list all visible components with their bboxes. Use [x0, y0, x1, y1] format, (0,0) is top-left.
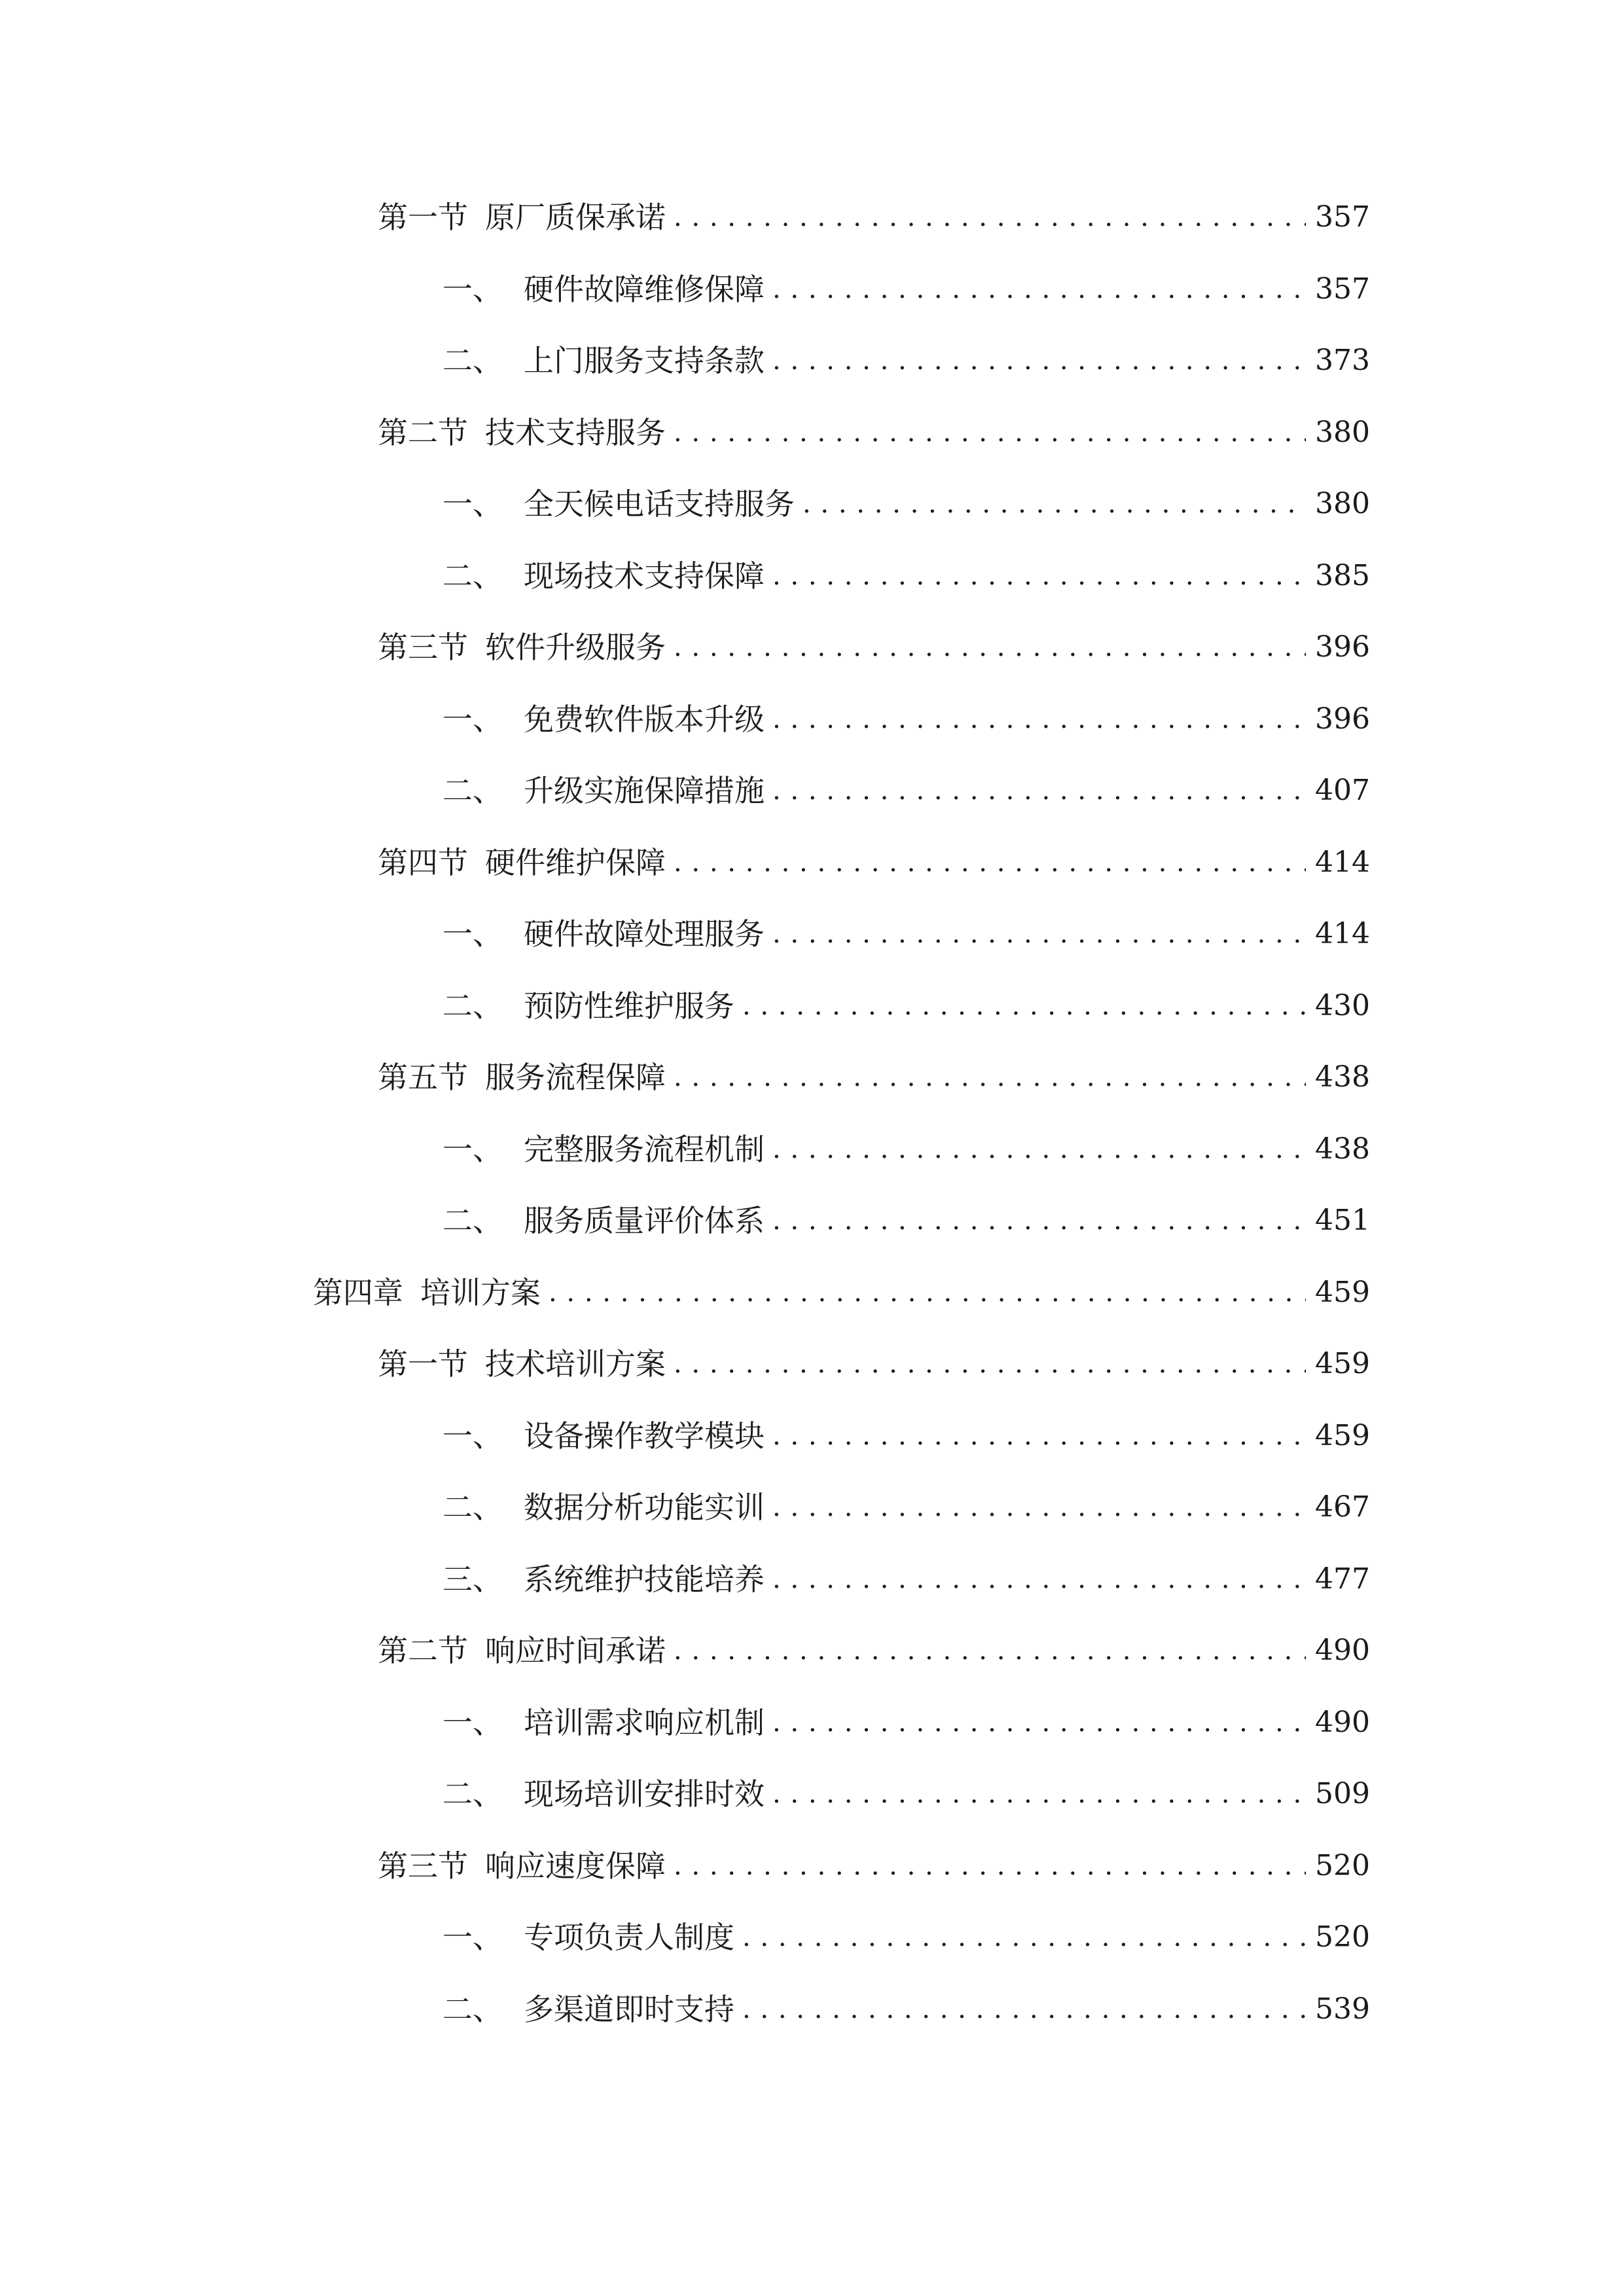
toc-entry-page: 407: [1315, 774, 1370, 807]
toc-entry-page: 459: [1315, 1419, 1370, 1452]
toc-entry-title: 预防性维护服务: [524, 988, 734, 1024]
dot-leader: [674, 1338, 1306, 1390]
toc-entry-page: 490: [1315, 1706, 1370, 1739]
dot-leader: [772, 1768, 1306, 1820]
toc-entry[interactable]: [378, 1338, 1370, 1390]
toc-entry[interactable]: [442, 1983, 1370, 2036]
toc-entry-prefix: 二、: [442, 773, 503, 808]
toc-entry[interactable]: [442, 1123, 1370, 1175]
toc-entry-label: [442, 263, 765, 315]
toc-entry-label: [442, 1410, 765, 1462]
toc-entry-label: [442, 550, 765, 602]
toc-entry-title: 硬件故障处理服务: [524, 916, 765, 952]
dot-leader: [742, 1911, 1306, 1964]
toc-entry-label: [442, 1553, 765, 1605]
toc-entry-title: 现场技术支持保障: [524, 558, 765, 594]
toc-entry[interactable]: [442, 1911, 1370, 1964]
dot-leader: [772, 1410, 1306, 1462]
dot-leader: [674, 1840, 1306, 1892]
toc-entry-label: [378, 1840, 666, 1892]
toc-entry-page: 373: [1315, 344, 1370, 377]
toc-entry-title: 多渠道即时支持: [524, 1992, 734, 2027]
dot-leader: [772, 1123, 1306, 1175]
toc-entry-prefix: 二、: [442, 1203, 503, 1238]
toc-entry-label: [378, 621, 666, 673]
toc-entry[interactable]: [442, 693, 1370, 745]
dot-leader: [742, 1983, 1306, 2036]
toc-entry-label: [442, 980, 734, 1032]
toc-entry-page: 385: [1315, 559, 1370, 592]
toc-entry-page: 380: [1315, 416, 1370, 449]
dot-leader: [674, 836, 1306, 889]
toc-entry[interactable]: [442, 334, 1370, 387]
toc-entry-label: [378, 1624, 666, 1677]
dot-leader: [772, 1553, 1306, 1605]
toc-entry-title: 完整服务流程机制: [524, 1132, 765, 1167]
toc-entry[interactable]: [442, 1553, 1370, 1605]
toc-entry-page: 459: [1315, 1347, 1370, 1380]
toc-entry-label: [378, 406, 666, 459]
toc-entry-page: 396: [1315, 630, 1370, 664]
toc-entry-page: 520: [1315, 1849, 1370, 1882]
toc-entry-prefix: 第四章: [313, 1275, 403, 1310]
toc-entry-page: 357: [1315, 200, 1370, 234]
dot-leader: [772, 263, 1306, 315]
toc-entry-label: [378, 191, 666, 243]
toc-entry-label: [378, 1051, 666, 1103]
toc-entry-page: 490: [1315, 1634, 1370, 1667]
toc-entry-prefix: 第四节: [378, 845, 468, 880]
toc-entry-label: [378, 1338, 666, 1390]
dot-leader: [772, 1696, 1306, 1749]
dot-leader: [772, 1481, 1306, 1534]
dot-leader: [772, 693, 1306, 745]
toc-entry-title: 技术培训方案: [485, 1346, 666, 1382]
toc-entry-page: 520: [1315, 1920, 1370, 1954]
toc-entry[interactable]: [442, 1768, 1370, 1820]
toc-entry-label: [442, 334, 765, 387]
toc-entry-prefix: 一、: [442, 1705, 503, 1740]
toc-entry[interactable]: [378, 621, 1370, 673]
toc-entry-title: 培训需求响应机制: [524, 1705, 765, 1740]
toc-entry-title: 硬件故障维修保障: [524, 272, 765, 307]
toc-entry-label: [442, 478, 795, 530]
toc-entry-title: 系统维护技能培养: [524, 1562, 765, 1597]
toc-entry-label: [442, 1481, 765, 1534]
toc-entry-label: [442, 1123, 765, 1175]
toc-entry-prefix: 一、: [442, 1132, 503, 1167]
toc-entry-page: 396: [1315, 702, 1370, 736]
toc-entry-prefix: 二、: [442, 558, 503, 594]
toc-entry-page: 357: [1315, 272, 1370, 306]
toc-entry-title: 设备操作教学模块: [524, 1418, 765, 1454]
toc-entry-label: [442, 908, 765, 960]
dot-leader: [742, 980, 1306, 1032]
toc-entry[interactable]: [442, 1696, 1370, 1749]
toc-entry[interactable]: [442, 263, 1370, 315]
toc-entry-prefix: 第五节: [378, 1060, 468, 1095]
dot-leader: [674, 406, 1306, 459]
toc-entry-title: 培训方案: [420, 1275, 541, 1310]
toc-entry-title: 服务流程保障: [485, 1060, 666, 1095]
toc-entry-prefix: 第三节: [378, 630, 468, 665]
toc-entry-page: 414: [1315, 917, 1370, 950]
toc-entry[interactable]: [442, 908, 1370, 960]
toc-entry-label: [442, 1983, 734, 2036]
toc-entry-title: 现场培训安排时效: [524, 1776, 765, 1812]
toc-entry[interactable]: [378, 1840, 1370, 1892]
toc-entry-page: 539: [1315, 1992, 1370, 2026]
toc-entry-label: [442, 1911, 734, 1964]
toc-entry-prefix: 二、: [442, 1992, 503, 2027]
toc-entry-title: 数据分析功能实训: [524, 1490, 765, 1525]
toc-entry-prefix: 第二节: [378, 415, 468, 450]
toc-entry-label: [442, 764, 765, 817]
toc-entry-prefix: 一、: [442, 702, 503, 737]
toc-entry-title: 技术支持服务: [485, 415, 666, 450]
toc-entry[interactable]: [442, 1194, 1370, 1247]
toc-entry-title: 升级实施保障措施: [524, 773, 765, 808]
toc-entry-prefix: 一、: [442, 916, 503, 952]
toc-entry[interactable]: [442, 764, 1370, 817]
toc-entry-prefix: 一、: [442, 1920, 503, 1955]
toc-entry-page: 438: [1315, 1132, 1370, 1166]
dot-leader: [772, 550, 1306, 602]
dot-leader: [772, 764, 1306, 817]
toc-entry-prefix: 二、: [442, 1490, 503, 1525]
toc-entry-prefix: 二、: [442, 988, 503, 1024]
toc-entry-title: 服务质量评价体系: [524, 1203, 765, 1238]
dot-leader: [772, 1194, 1306, 1247]
toc-entry-page: 414: [1315, 846, 1370, 879]
toc-entry-prefix: 第一节: [378, 1346, 468, 1382]
toc-entry[interactable]: [313, 1266, 1370, 1319]
toc-entry-label: [442, 1194, 765, 1247]
toc-entry-page: 467: [1315, 1490, 1370, 1524]
toc-entry[interactable]: [378, 406, 1370, 459]
toc-entry-page: 509: [1315, 1777, 1370, 1810]
toc-entry-title: 原厂质保承诺: [485, 200, 666, 235]
toc-entry-title: 响应时间承诺: [485, 1633, 666, 1668]
toc-entry-page: 380: [1315, 487, 1370, 520]
toc-entry[interactable]: [378, 1051, 1370, 1103]
toc-entry-label: [442, 693, 765, 745]
toc-entry-title: 软件升级服务: [485, 630, 666, 665]
toc-entry-title: 硬件维护保障: [485, 845, 666, 880]
toc-entry[interactable]: [378, 836, 1370, 889]
toc-entry-page: 477: [1315, 1562, 1370, 1596]
toc-entry-title: 响应速度保障: [485, 1848, 666, 1884]
toc-entry-prefix: 二、: [442, 1776, 503, 1812]
toc-entry-title: 上门服务支持条款: [524, 343, 765, 378]
toc-entry-prefix: 第一节: [378, 200, 468, 235]
toc-entry-prefix: 三、: [442, 1562, 503, 1597]
toc-entry-label: [442, 1696, 765, 1749]
toc-entry-title: 全天候电话支持服务: [524, 486, 795, 522]
toc-entry[interactable]: [442, 550, 1370, 602]
toc-entry-prefix: 二、: [442, 343, 503, 378]
dot-leader: [803, 478, 1306, 530]
dot-leader: [674, 191, 1306, 243]
toc-entry-page: 430: [1315, 989, 1370, 1022]
dot-leader: [674, 1624, 1306, 1677]
toc-entry[interactable]: [442, 1410, 1370, 1462]
dot-leader: [772, 908, 1306, 960]
toc-entry-label: [442, 1768, 765, 1820]
toc-entry-page: 451: [1315, 1204, 1370, 1237]
toc-entry-prefix: 一、: [442, 486, 503, 522]
toc-entry-page: 438: [1315, 1060, 1370, 1094]
toc-entry-label: [378, 836, 666, 889]
toc-entry-label: [313, 1266, 541, 1319]
toc-entry-page: 459: [1315, 1276, 1370, 1309]
toc-entry[interactable]: [442, 1481, 1370, 1534]
toc-entry-prefix: 一、: [442, 272, 503, 307]
toc-entry[interactable]: [442, 478, 1370, 530]
toc-entry-prefix: 一、: [442, 1418, 503, 1454]
dot-leader: [674, 621, 1306, 673]
toc-entry[interactable]: [378, 191, 1370, 243]
toc-entry-prefix: 第三节: [378, 1848, 468, 1884]
dot-leader: [772, 334, 1306, 387]
toc-entry-title: 专项负责人制度: [524, 1920, 734, 1955]
toc-entry[interactable]: [442, 980, 1370, 1032]
toc-entry[interactable]: [378, 1624, 1370, 1677]
toc-entry-prefix: 第二节: [378, 1633, 468, 1668]
toc-entry-title: 免费软件版本升级: [524, 702, 765, 737]
dot-leader: [549, 1266, 1306, 1319]
dot-leader: [674, 1051, 1306, 1103]
